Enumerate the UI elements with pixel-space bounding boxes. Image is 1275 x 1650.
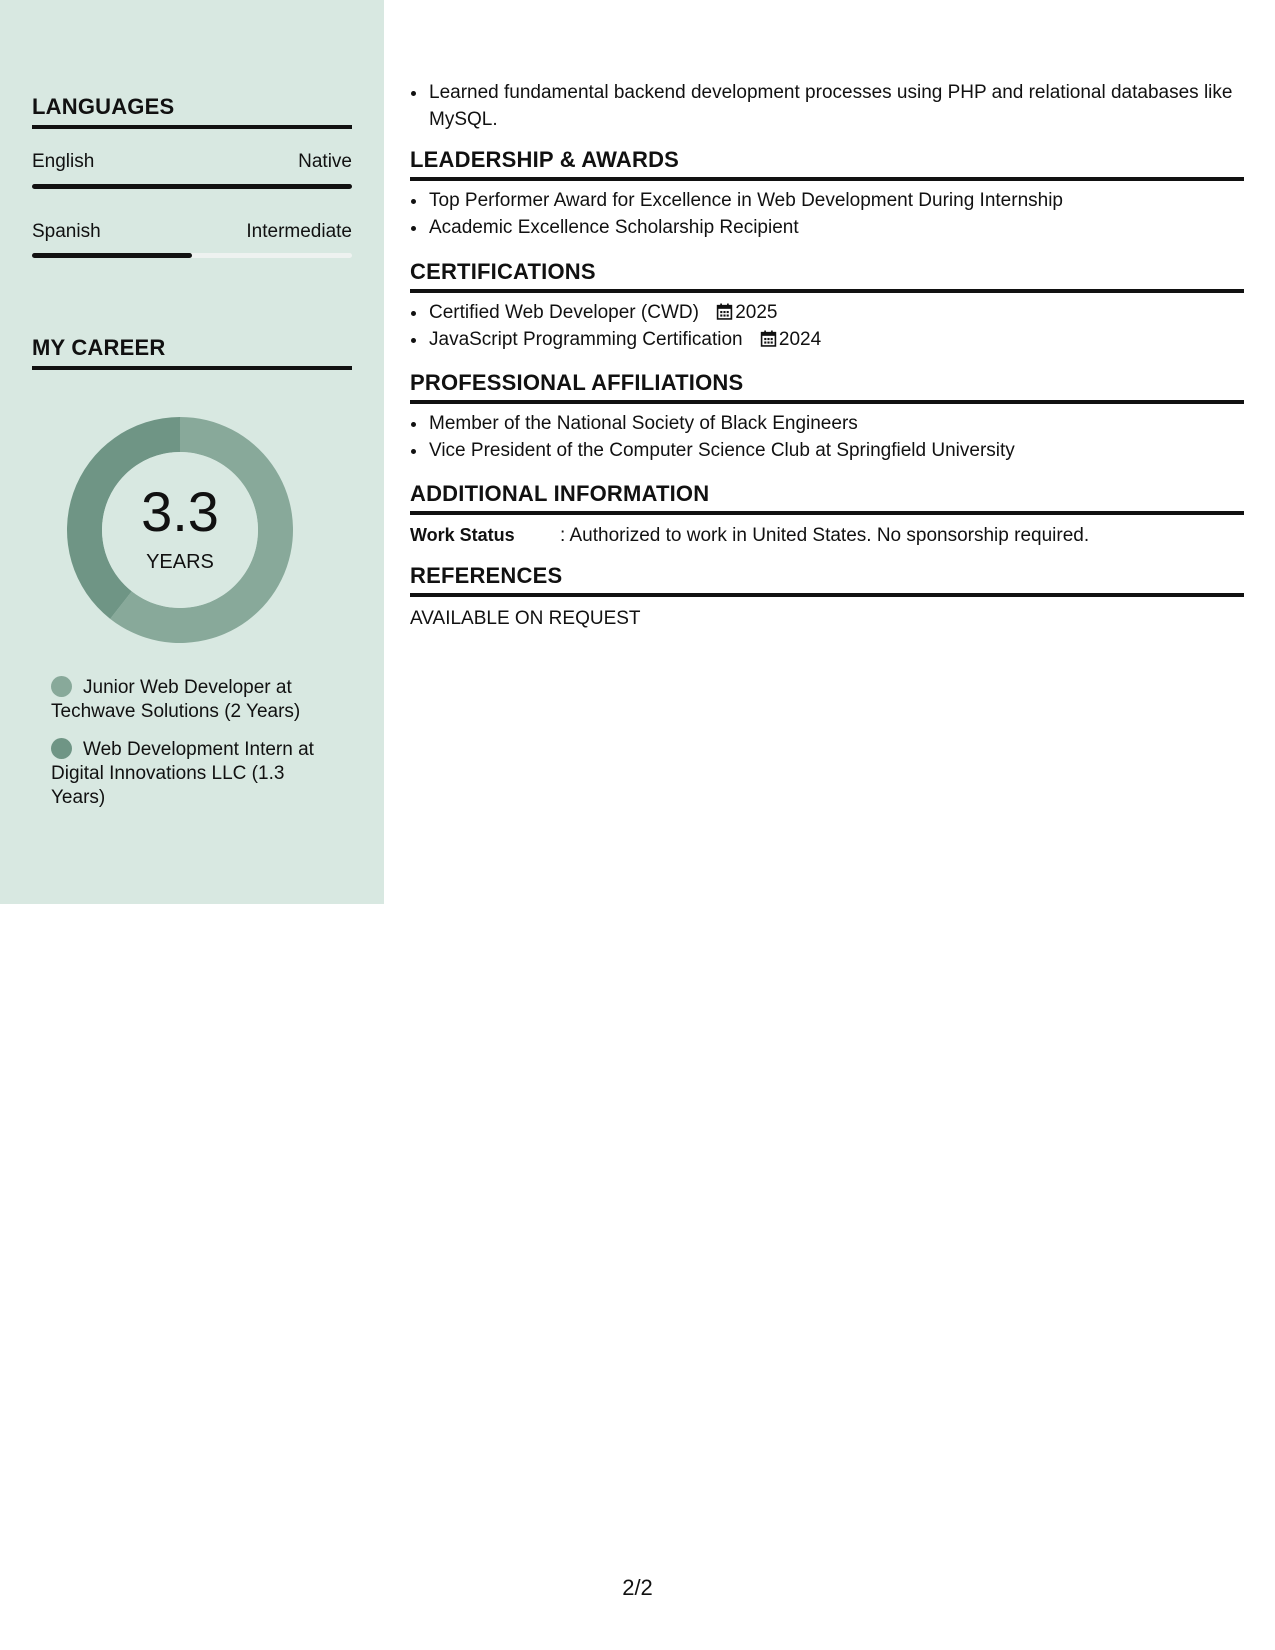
affiliations-list: [410, 410, 1262, 464]
certifications-list: [410, 299, 1262, 353]
career-donut-chart: [66, 416, 294, 644]
career-total-unit: YEARS: [146, 551, 214, 573]
calendar-icon: [716, 303, 733, 320]
career-legend-item: [51, 738, 321, 810]
affiliations-heading: PROFESSIONAL AFFILIATIONS: [410, 370, 1244, 404]
sidebar: [0, 0, 384, 904]
career-heading: MY CAREER: [32, 335, 352, 370]
certification-year: 2025: [735, 302, 778, 323]
page-number: 2/2: [622, 1575, 653, 1600]
language-name: English: [32, 151, 95, 172]
work-status-label: Work Status: [410, 525, 515, 545]
legend-dot-icon: [51, 738, 72, 759]
language-row-english: [32, 151, 352, 181]
language-bar-spanish: [32, 253, 352, 258]
references-text: AVAILABLE ON REQUEST: [410, 608, 641, 629]
language-name: Spanish: [32, 221, 101, 242]
list-item: • Academic Excellence Scholarship Recipient: [428, 214, 1262, 241]
experience-bullet-list: [410, 79, 1262, 133]
certification-item: [428, 326, 1262, 353]
references-heading: REFERENCES: [410, 563, 1244, 597]
donut-center: [66, 416, 294, 644]
certification-name: JavaScript Programming Certification: [429, 329, 743, 350]
language-level: Intermediate: [246, 221, 352, 242]
certification-item: [428, 299, 1262, 326]
certifications-heading: CERTIFICATIONS: [410, 259, 1244, 293]
list-item: • Member of the National Society of Black Engineers: [428, 410, 1262, 437]
language-bar-fill: [32, 253, 192, 258]
legend-dot-icon: [51, 676, 72, 697]
career-legend-item: [51, 676, 321, 724]
certification-year: 2024: [778, 329, 822, 350]
language-bar-english: [32, 184, 352, 189]
calendar-icon: [760, 330, 777, 347]
list-item: • Vice President of the Computer Science Club at Springfield University: [428, 437, 1262, 464]
career-total-years: 3.3: [141, 480, 219, 543]
list-item: • Top Performer Award for Excellence in Web Development During Internship: [428, 187, 1262, 214]
additional-info-heading: ADDITIONAL INFORMATION: [410, 481, 1244, 515]
language-row-spanish: [32, 221, 352, 251]
career-legend-label: Junior Web Developer at Techwave Solutions (2 Years): [51, 677, 301, 722]
leadership-heading: LEADERSHIP & AWARDS: [410, 147, 1244, 181]
language-bar-fill: [32, 184, 352, 189]
certification-name: Certified Web Developer (CWD): [429, 302, 699, 323]
languages-heading: LANGUAGES: [32, 94, 352, 129]
work-status-value: : Authorized to work in United States. No sponsorship required.: [560, 525, 1090, 546]
language-level: Native: [298, 151, 352, 172]
leadership-list: [410, 187, 1262, 241]
career-legend-label: Web Development Intern at Digital Innovations LLC (1.3 Years): [51, 739, 314, 808]
list-item: • Learned fundamental backend development processes using PHP and relational databases like MySQL.: [428, 79, 1262, 133]
